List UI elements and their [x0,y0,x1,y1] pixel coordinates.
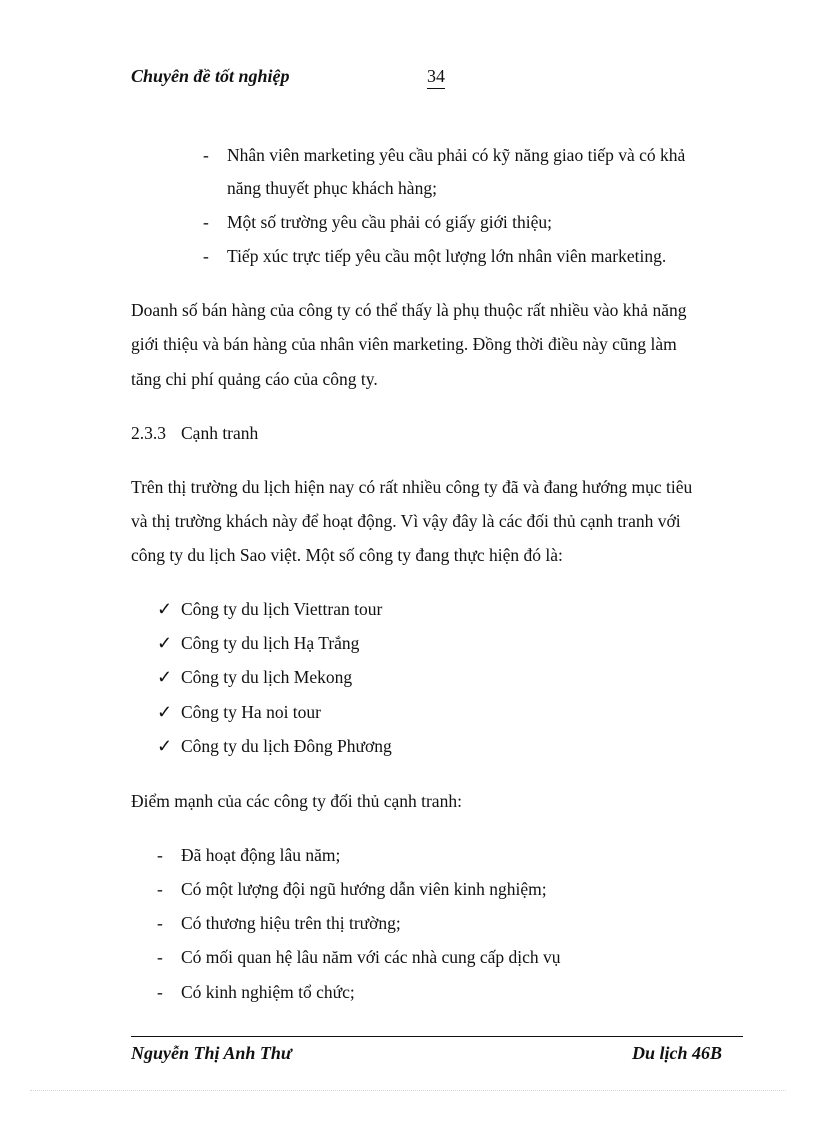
competitor-item-5: Công ty du lịch Đông Phương [181,736,392,756]
paragraph-2-line-1: Trên thị trường du lịch hiện nay có rất nhiều công ty đã và đang hướng mục tiêu [131,477,693,497]
footer-divider [131,1036,743,1037]
paragraph-2-line-2: và thị trường khách này để hoạt động. Vì vậy đây là các đối thủ cạnh tranh với [131,511,681,531]
strength-item-1: Đã hoạt động lâu năm; [181,845,341,865]
dash-bullet: - [157,845,163,865]
paragraph-2-line-3: công ty du lịch Sao việt. Một số công ty đang thực hiện đó là: [131,545,563,565]
check-icon: ✓ [157,736,173,756]
dash-bullet: - [157,982,163,1002]
dash-bullet: - [203,212,209,232]
paragraph-1-line-3: tăng chi phí quảng cáo của công ty. [131,369,378,389]
requirement-item-2: Một số trường yêu cầu phải có giấy giới thiệu; [227,212,552,232]
requirement-item-1-line-2: năng thuyết phục khách hàng; [227,178,437,198]
section-title: Cạnh tranh [181,423,259,443]
paragraph-1-line-1: Doanh số bán hàng của công ty có thể thấy là phụ thuộc rất nhiều vào khả năng [131,300,687,320]
footer-class: Du lịch 46B [632,1043,723,1063]
check-icon: ✓ [157,667,173,687]
paragraph-1-line-2: giới thiệu và bán hàng của nhân viên marketing. Đồng thời điều này cũng làm [131,334,677,354]
requirement-item-1-line-1: Nhân viên marketing yêu cầu phải có kỹ năng giao tiếp và có khả [227,145,686,165]
competitor-item-2: Công ty du lịch Hạ Trắng [181,633,360,653]
check-icon: ✓ [157,702,173,722]
check-icon: ✓ [157,599,173,619]
strength-item-5: Có kinh nghiệm tổ chức; [181,982,355,1002]
strength-item-2: Có một lượng đội ngũ hướng dẫn viên kinh nghiệm; [181,879,547,899]
competitor-item-3: Công ty du lịch Mekong [181,667,353,687]
page-number: 34 [427,66,445,89]
page-bottom-dotted-line [30,1090,786,1091]
dash-bullet: - [157,913,163,933]
dash-bullet: - [157,947,163,967]
check-icon: ✓ [157,633,173,653]
strengths-intro: Điểm mạnh của các công ty đối thủ cạnh tranh: [131,791,462,811]
dash-bullet: - [203,246,209,266]
section-number: 2.3.3 [131,423,166,443]
strength-item-3: Có thương hiệu trên thị trường; [181,913,401,933]
competitor-item-4: Công ty Ha noi tour [181,702,321,722]
requirement-item-3: Tiếp xúc trực tiếp yêu cầu một lượng lớn nhân viên marketing. [227,246,667,266]
dash-bullet: - [157,879,163,899]
dash-bullet: - [203,145,209,165]
strength-item-4: Có mối quan hệ lâu năm với các nhà cung cấp dịch vụ [181,947,561,967]
competitor-item-1: Công ty du lịch Viettran tour [181,599,383,619]
footer-author: Nguyễn Thị Anh Thư [131,1043,292,1063]
header-title: Chuyên đề tốt nghiệp [131,66,290,86]
